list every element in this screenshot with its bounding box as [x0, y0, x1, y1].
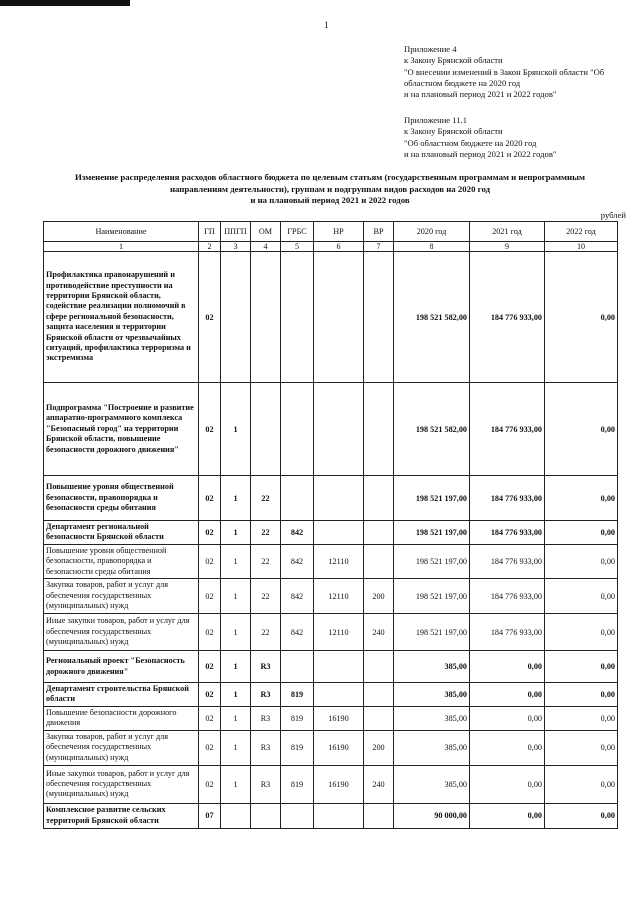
appendix-4-header: [404, 44, 604, 100]
vr-code: 200: [364, 730, 394, 765]
table-row: [44, 521, 618, 545]
nr-code: [314, 683, 364, 707]
column-number: 6: [314, 242, 364, 252]
grbs-code: [281, 383, 314, 476]
grbs-code: [281, 252, 314, 383]
row-name: Иные закупки товаров, работ и услуг для обеспечения государственных (муниципальных) нужд: [44, 614, 199, 651]
om-code: R3: [251, 651, 281, 683]
amount-2021: 184 776 933,00: [470, 476, 545, 521]
column-header: ВР: [364, 222, 394, 242]
row-name: Закупка товаров, работ и услуг для обеспечения государственных (муниципальных) нужд: [44, 730, 199, 765]
grbs-code: 842: [281, 579, 314, 614]
amount-2022: 0,00: [545, 476, 618, 521]
table-row: [44, 252, 618, 383]
table-row: [44, 476, 618, 521]
amount-2020: 198 521 582,00: [394, 252, 470, 383]
amount-2021: 184 776 933,00: [470, 544, 545, 578]
row-name: Повышение уровня общественной безопасности, правопорядка и безопасности среды обитания: [44, 476, 199, 521]
ppgp-code: 1: [221, 651, 251, 683]
gp-code: 02: [199, 651, 221, 683]
amount-2021: 0,00: [470, 683, 545, 707]
scan-edge-mark: [0, 0, 130, 6]
table-header-row: [44, 222, 618, 242]
gp-code: 02: [199, 579, 221, 614]
gp-code: 02: [199, 521, 221, 545]
column-header: Наименование: [44, 222, 199, 242]
appendix-line: Приложение 4: [404, 44, 457, 54]
amount-2020: 198 521 197,00: [394, 614, 470, 651]
amount-2022: 0,00: [545, 579, 618, 614]
amount-2021: 184 776 933,00: [470, 383, 545, 476]
row-name: Повышение безопасности дорожного движения: [44, 706, 199, 730]
om-code: 22: [251, 521, 281, 545]
ppgp-code: 1: [221, 706, 251, 730]
ppgp-code: 1: [221, 544, 251, 578]
om-code: R3: [251, 730, 281, 765]
row-name: Профилактика правонарушений и противодействие преступности на территории Брянской области, содействие реализации полномочий в сфере региональной безопасности, защита населения и территории Брянской области от чрезвычайных ситуаций, профилактика терроризма и экстремизма: [44, 252, 199, 383]
gp-code: 02: [199, 706, 221, 730]
column-number: 10: [545, 242, 618, 252]
gp-code: 02: [199, 730, 221, 765]
column-header: ГРБС: [281, 222, 314, 242]
amount-2022: 0,00: [545, 252, 618, 383]
grbs-code: [281, 651, 314, 683]
budget-table: [43, 221, 618, 829]
gp-code: 02: [199, 544, 221, 578]
column-header: ОМ: [251, 222, 281, 242]
amount-2021: 184 776 933,00: [470, 614, 545, 651]
currency-units: рублей: [600, 210, 626, 220]
nr-code: [314, 521, 364, 545]
row-name: Департамент региональной безопасности Брянской области: [44, 521, 199, 545]
grbs-code: 842: [281, 544, 314, 578]
ppgp-code: 1: [221, 730, 251, 765]
column-header: ГП: [199, 222, 221, 242]
amount-2022: 0,00: [545, 651, 618, 683]
amount-2022: 0,00: [545, 730, 618, 765]
amount-2022: 0,00: [545, 765, 618, 803]
column-number: 4: [251, 242, 281, 252]
column-header: 2020 год: [394, 222, 470, 242]
table-row: [44, 579, 618, 614]
om-code: R3: [251, 765, 281, 803]
appendix-line: к Закону Брянской области: [404, 126, 503, 137]
nr-code: 12110: [314, 579, 364, 614]
appendix-line: и на плановый период 2021 и 2022 годов": [404, 89, 557, 100]
gp-code: 07: [199, 803, 221, 828]
vr-code: 240: [364, 765, 394, 803]
om-code: [251, 383, 281, 476]
nr-code: [314, 383, 364, 476]
ppgp-code: 1: [221, 476, 251, 521]
amount-2022: 0,00: [545, 803, 618, 828]
column-header: НР: [314, 222, 364, 242]
column-number-row: [44, 242, 618, 252]
row-name: Региональный проект "Безопасность дорожного движения": [44, 651, 199, 683]
column-number: 2: [199, 242, 221, 252]
amount-2020: 90 000,00: [394, 803, 470, 828]
nr-code: [314, 651, 364, 683]
page-number: 1: [324, 20, 329, 30]
vr-code: [364, 476, 394, 521]
amount-2020: 385,00: [394, 730, 470, 765]
column-header: 2022 год: [545, 222, 618, 242]
ppgp-code: 1: [221, 765, 251, 803]
grbs-code: [281, 476, 314, 521]
amount-2020: 385,00: [394, 765, 470, 803]
table-row: [44, 614, 618, 651]
om-code: [251, 803, 281, 828]
vr-code: [364, 803, 394, 828]
grbs-code: [281, 803, 314, 828]
amount-2021: 0,00: [470, 765, 545, 803]
column-number: 3: [221, 242, 251, 252]
table-row: [44, 730, 618, 765]
amount-2021: 184 776 933,00: [470, 521, 545, 545]
appendix-line: "О внесении изменений в Закон Брянской области "Об: [404, 66, 605, 77]
amount-2020: 385,00: [394, 683, 470, 707]
om-code: 22: [251, 476, 281, 521]
grbs-code: 819: [281, 765, 314, 803]
nr-code: [314, 803, 364, 828]
nr-code: 12110: [314, 544, 364, 578]
column-number: 1: [44, 242, 199, 252]
ppgp-code: 1: [221, 579, 251, 614]
amount-2022: 0,00: [545, 383, 618, 476]
appendix-line: и на плановый период 2021 и 2022 годов": [404, 148, 557, 159]
appendix-line: областном бюджете на 2020 год: [404, 77, 521, 88]
amount-2020: 198 521 197,00: [394, 521, 470, 545]
ppgp-code: [221, 803, 251, 828]
vr-code: [364, 383, 394, 476]
appendix-line: Приложение 11.1: [404, 115, 467, 125]
om-code: 22: [251, 614, 281, 651]
column-number: 8: [394, 242, 470, 252]
nr-code: 12110: [314, 614, 364, 651]
amount-2021: 0,00: [470, 730, 545, 765]
om-code: 22: [251, 579, 281, 614]
vr-code: [364, 706, 394, 730]
column-number: 7: [364, 242, 394, 252]
om-code: 22: [251, 544, 281, 578]
nr-code: 16190: [314, 765, 364, 803]
amount-2022: 0,00: [545, 521, 618, 545]
appendix-11-1-header: [404, 115, 556, 160]
vr-code: [364, 252, 394, 383]
amount-2020: 198 521 582,00: [394, 383, 470, 476]
om-code: R3: [251, 706, 281, 730]
table-row: [44, 765, 618, 803]
nr-code: [314, 252, 364, 383]
nr-code: 16190: [314, 706, 364, 730]
gp-code: 02: [199, 614, 221, 651]
table-row: [44, 683, 618, 707]
gp-code: 02: [199, 765, 221, 803]
amount-2020: 385,00: [394, 706, 470, 730]
table-row: [44, 383, 618, 476]
column-header: 2021 год: [470, 222, 545, 242]
amount-2020: 385,00: [394, 651, 470, 683]
table-row: [44, 651, 618, 683]
amount-2021: 184 776 933,00: [470, 252, 545, 383]
om-code: [251, 252, 281, 383]
amount-2022: 0,00: [545, 614, 618, 651]
amount-2021: 0,00: [470, 803, 545, 828]
amount-2022: 0,00: [545, 683, 618, 707]
column-number: 9: [470, 242, 545, 252]
title-line: и на плановый период 2021 и 2022 годов: [250, 195, 410, 205]
document-title: [40, 172, 620, 207]
appendix-line: "Об областном бюджете на 2020 год: [404, 137, 537, 148]
row-name: Комплексное развитие сельских территорий Брянской области: [44, 803, 199, 828]
ppgp-code: [221, 252, 251, 383]
column-header: ППГП: [221, 222, 251, 242]
ppgp-code: 1: [221, 383, 251, 476]
grbs-code: 819: [281, 730, 314, 765]
vr-code: 240: [364, 614, 394, 651]
row-name: Иные закупки товаров, работ и услуг для обеспечения государственных (муниципальных) нужд: [44, 765, 199, 803]
om-code: R3: [251, 683, 281, 707]
amount-2020: 198 521 197,00: [394, 544, 470, 578]
vr-code: [364, 544, 394, 578]
amount-2022: 0,00: [545, 544, 618, 578]
row-name: Подпрограмма "Построение и развитие аппаратно-программного комплекса "Безопасный город" на территории Брянской области, повышение безопасности дорожного движения": [44, 383, 199, 476]
gp-code: 02: [199, 383, 221, 476]
vr-code: [364, 521, 394, 545]
amount-2021: 0,00: [470, 651, 545, 683]
vr-code: [364, 683, 394, 707]
amount-2020: 198 521 197,00: [394, 579, 470, 614]
amount-2021: 184 776 933,00: [470, 579, 545, 614]
table-row: [44, 803, 618, 828]
grbs-code: 842: [281, 614, 314, 651]
grbs-code: 842: [281, 521, 314, 545]
title-line: направлениям деятельности), группам и подгруппам видов расходов на 2020 год: [169, 183, 491, 194]
amount-2021: 0,00: [470, 706, 545, 730]
gp-code: 02: [199, 683, 221, 707]
row-name: Повышение уровня общественной безопасности, правопорядка и безопасности среды обитания: [44, 544, 199, 578]
ppgp-code: 1: [221, 614, 251, 651]
gp-code: 02: [199, 476, 221, 521]
vr-code: [364, 651, 394, 683]
grbs-code: 819: [281, 706, 314, 730]
table-row: [44, 544, 618, 578]
appendix-line: к Закону Брянской области: [404, 55, 503, 66]
gp-code: 02: [199, 252, 221, 383]
amount-2022: 0,00: [545, 706, 618, 730]
title-line: Изменение распределения расходов областного бюджета по целевым статьям (государственным программам и непрограммным: [75, 172, 585, 182]
vr-code: 200: [364, 579, 394, 614]
table-row: [44, 706, 618, 730]
ppgp-code: 1: [221, 683, 251, 707]
column-number: 5: [281, 242, 314, 252]
nr-code: [314, 476, 364, 521]
amount-2020: 198 521 197,00: [394, 476, 470, 521]
ppgp-code: 1: [221, 521, 251, 545]
row-name: Закупка товаров, работ и услуг для обеспечения государственных (муниципальных) нужд: [44, 579, 199, 614]
row-name: Департамент строительства Брянской области: [44, 683, 199, 707]
nr-code: 16190: [314, 730, 364, 765]
grbs-code: 819: [281, 683, 314, 707]
